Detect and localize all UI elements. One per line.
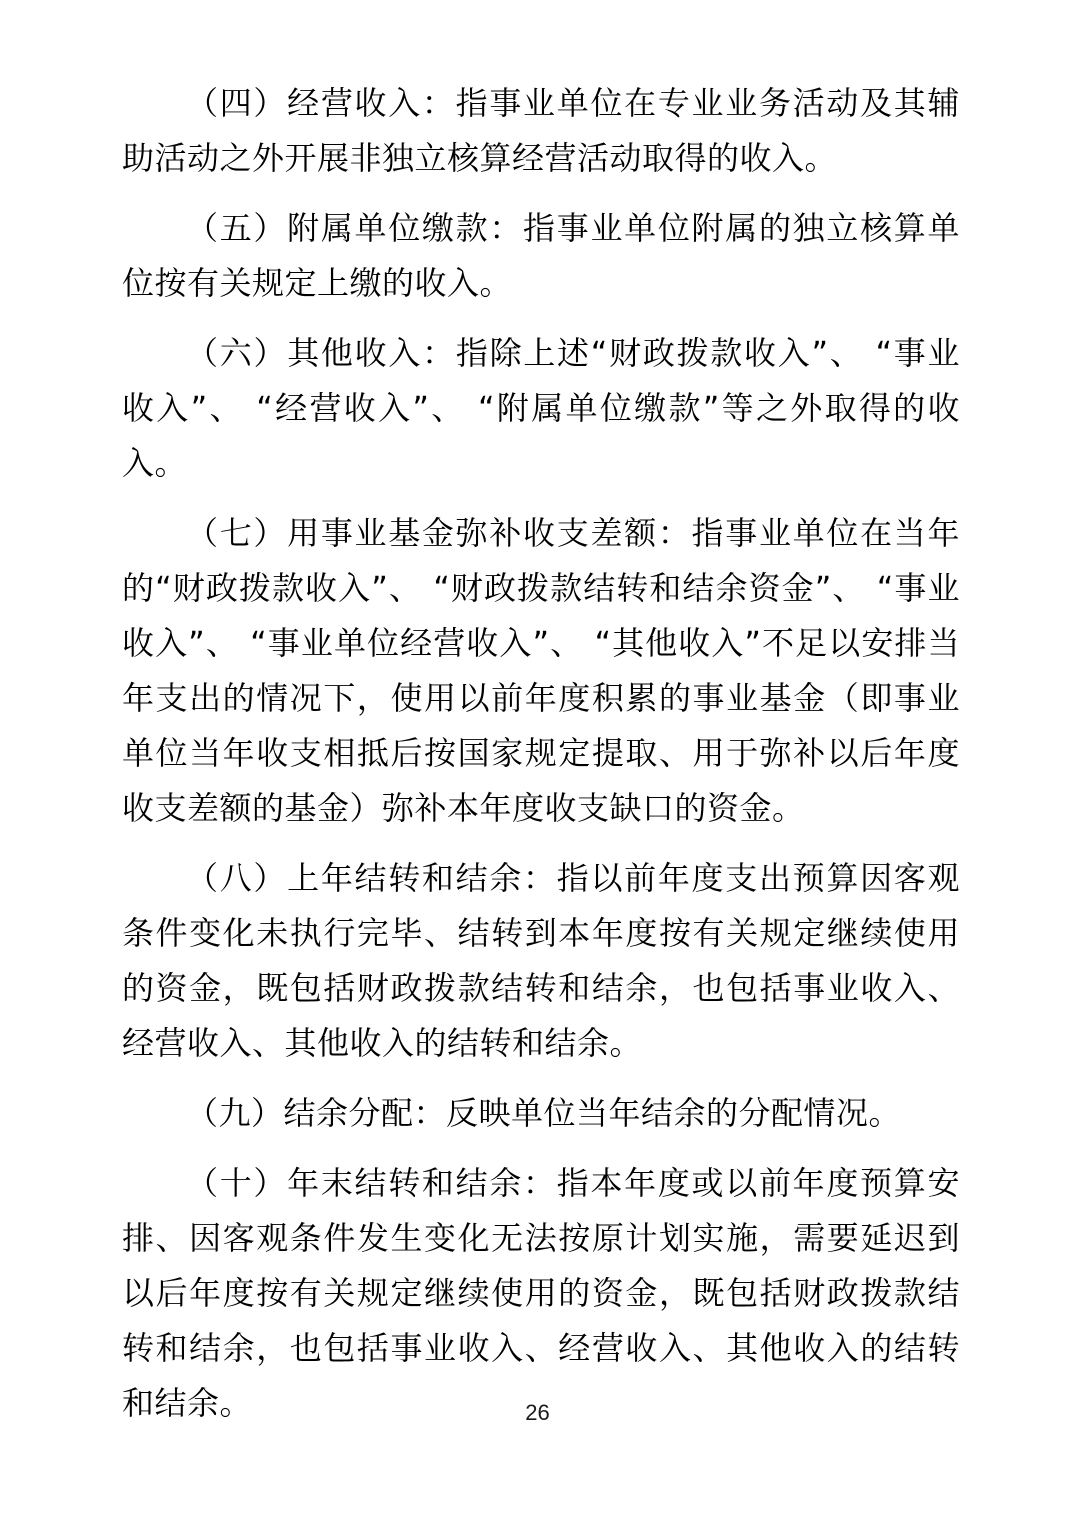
paragraph-item-9-surplus-distribution: （九）结余分配：反映单位当年结余的分配情况。 — [186, 1094, 902, 1132]
paragraph-item-6-other-income: （六）其他收入：指除上述“财政拨款收入”、 “事业收入”、 “经营收入”、 “附属单位缴款”等之外取得的收入。 — [122, 334, 960, 482]
page-footer — [0, 1398, 1075, 1428]
paragraph-item-7-fund-deficit-coverage: （七）用事业基金弥补收支差额：指事业单位在当年的“财政拨款收入”、 “财政拨款结转和结余资金”、 “事业收入”、 “事业单位经营收入”、 “其他收入”不足以安排当年支出的情况下，使用以前年度积累的事业基金（即事业单位当年收支相抵后按国家规定提取、用于弥补以后年度收支差额的基金）弥补本年度收支缺口的资金。 — [122, 514, 960, 827]
document-body — [122, 76, 960, 1431]
paragraph-item-10-year-end-carryover: （十）年末结转和结余：指本年度或以前年度预算安排、因客观条件发生变化无法按原计划实施，需要延迟到以后年度按有关规定继续使用的资金，既包括财政拨款结转和结余，也包括事业收入、经营收入、其他收入的结转和结余。 — [122, 1164, 960, 1422]
page-number: 26 — [525, 1400, 550, 1425]
paragraph-item-5-affiliated-unit-payments: （五）附属单位缴款：指事业单位附属的独立核算单位按有关规定上缴的收入。 — [122, 209, 960, 302]
paragraph-item-4-operating-income: （四）经营收入：指事业单位在专业业务活动及其辅助活动之外开展非独立核算经营活动取得的收入。 — [122, 84, 960, 177]
paragraph-item-8-prior-year-carryover: （八）上年结转和结余：指以前年度支出预算因客观条件变化未执行完毕、结转到本年度按有关规定继续使用的资金，既包括财政拨款结转和结余，也包括事业收入、经营收入、其他收入的结转和结余。 — [122, 859, 960, 1062]
